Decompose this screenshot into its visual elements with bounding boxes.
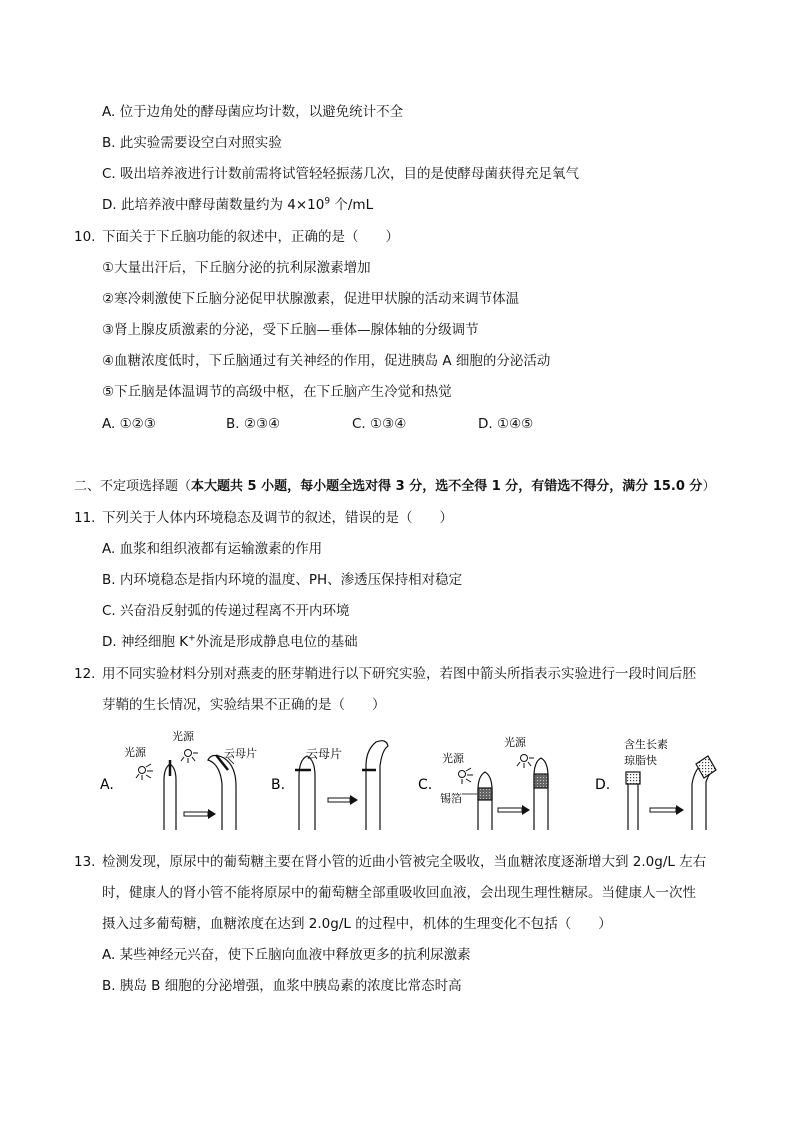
q12-stem-line-1: 用不同实验材料分别对燕麦的胚芽鞘进行以下研究实验，若图中箭头所指表示实验进行一段时间后胚 — [102, 666, 696, 682]
q10-item-3: ③肾上腺皮质激素的分泌，受下丘脑—垂体—腺体轴的分级调节 — [102, 322, 479, 338]
fig-b-mica-label: 云母片 — [306, 747, 343, 761]
q11-option-b: B. 内环境稳态是指内环境的温度、PH、渗透压保持相对稳定 — [102, 572, 463, 588]
q9-option-a: A. 位于边角处的酵母菌应均计数，以避免统计不全 — [102, 104, 404, 120]
fig-label-a: A. — [100, 777, 114, 793]
arrow-icon — [498, 805, 530, 815]
q9-option-c: C. 吸出培养液进行计数前需将试管轻轻振荡几次，目的是使酵母菌获得充足氧气 — [102, 166, 580, 182]
fig-c-light-label-2: 光源 — [504, 736, 526, 749]
q11-option-d-rest: 外流是形成静息电位的基础 — [195, 634, 358, 650]
fig-a-mica-label: 云母片 — [224, 747, 257, 760]
q13-option-a: A. 某些神经元兴奋，使下丘脑向血液中释放更多的抗利尿激素 — [102, 947, 471, 963]
q10-option-b: B. ②③④ — [226, 416, 281, 432]
q9-option-d-text: D. 此培养液中酵母菌数量约为 4×10 — [102, 197, 325, 213]
coleoptile-a2 — [208, 755, 236, 830]
section-2-close: ） — [702, 479, 716, 494]
light-source-icon — [517, 755, 534, 769]
coleoptile-a1 — [164, 760, 176, 830]
coleoptile-d1 — [626, 772, 640, 830]
coleoptile-b2 — [362, 741, 388, 830]
q10-option-d: D. ①④⑤ — [478, 416, 534, 432]
coleoptile-c1 — [478, 772, 492, 830]
q10-item-4: ④血糖浓度低时，下丘脑通过有关神经的作用，促进胰岛 A 细胞的分泌活动 — [102, 353, 551, 369]
q10-option-c: C. ①③④ — [352, 416, 407, 432]
section-2-header — [74, 477, 715, 497]
fig-d-auxin-label-1: 含生长素 — [624, 738, 668, 751]
section-2-description: 本大题共 5 小题，每小题全选对得 3 分，选不全得 1 分，有错选不得分，满分 15.0 分 — [191, 479, 703, 494]
q13-stem-line-1: 检测发现，原尿中的葡萄糖主要在肾小管的近曲小管被完全吸收，当血糖浓度逐渐增大到 2.0g/L 左右 — [102, 854, 707, 870]
q13-number: 13. — [74, 854, 96, 870]
q13-stem-line-3: 摄入过多葡萄糖，血糖浓度在达到 2.0g/L 的过程中，机体的生理变化不包括（ ） — [102, 916, 612, 932]
q9-option-b: B. 此实验需要设空白对照实验 — [102, 135, 282, 151]
q12-number: 12. — [74, 666, 96, 682]
q10-item-1: ①大量出汗后，下丘脑分泌的抗利尿激素增加 — [102, 260, 371, 276]
arrow-icon — [650, 805, 684, 815]
light-source-icon — [459, 768, 474, 784]
q11-stem: 下列关于人体内环境稳态及调节的叙述，错误的是（ ） — [102, 510, 453, 526]
q10-number: 10. — [74, 229, 96, 245]
light-source-icon — [181, 750, 198, 764]
fig-label-c: C. — [418, 777, 433, 793]
fig-label-d: D. — [595, 777, 611, 793]
fig-c-light-label-1: 光源 — [442, 752, 464, 765]
fig-a-light-label-1: 光源 — [124, 746, 146, 759]
q11-option-d-text: D. 神经细胞 K — [102, 634, 189, 650]
fig-label-b: B. — [271, 777, 286, 793]
q11-number: 11. — [74, 510, 96, 526]
coleoptile-b1 — [295, 756, 315, 830]
q10-option-a: A. ①②③ — [102, 416, 156, 432]
arrow-icon — [328, 795, 358, 805]
light-source-icon — [136, 764, 153, 780]
section-2-title: 二、不定项选择题（ — [74, 479, 192, 494]
coleoptile-d2 — [692, 756, 716, 830]
q12-figure — [96, 726, 736, 838]
q10-stem: 下面关于下丘脑功能的叙述中，正确的是（ ） — [102, 229, 399, 245]
fig-d-auxin-label-2: 琼脂快 — [624, 754, 657, 767]
q9-option-d — [102, 195, 373, 215]
q9-option-d-exponent: 9 — [324, 196, 331, 207]
q11-option-a: A. 血浆和组织液都有运输激素的作用 — [102, 541, 323, 557]
q13-option-b: B. 胰岛 B 细胞的分泌增强，血浆中胰岛素的浓度比常态时高 — [102, 978, 462, 994]
q12-stem-line-2: 芽鞘的生长情况，实验结果不正确的是（ ） — [102, 697, 386, 713]
fig-a-light-label-2: 光源 — [172, 730, 194, 743]
q10-item-5: ⑤下丘脑是体温调节的高级中枢，在下丘脑产生冷觉和热觉 — [102, 384, 452, 400]
fig-c-foil-label: 锡箔 — [440, 792, 462, 805]
coleoptile-c2 — [534, 758, 548, 830]
q11-option-d-ion-charge: + — [188, 633, 196, 644]
q9-option-d-unit: 个/mL — [330, 197, 374, 213]
q10-item-2: ②寒冷刺激使下丘脑分泌促甲状腺激素，促进甲状腺的活动来调节体温 — [102, 291, 520, 307]
q11-option-c: C. 兴奋沿反射弧的传递过程离不开内环境 — [102, 603, 350, 619]
q13-stem-line-2: 时，健康人的肾小管不能将原尿中的葡萄糖全部重吸收回血液，会出现生理性糖尿。当健康人一次性 — [102, 885, 696, 901]
arrow-icon — [184, 809, 216, 819]
q11-option-d — [102, 632, 358, 652]
